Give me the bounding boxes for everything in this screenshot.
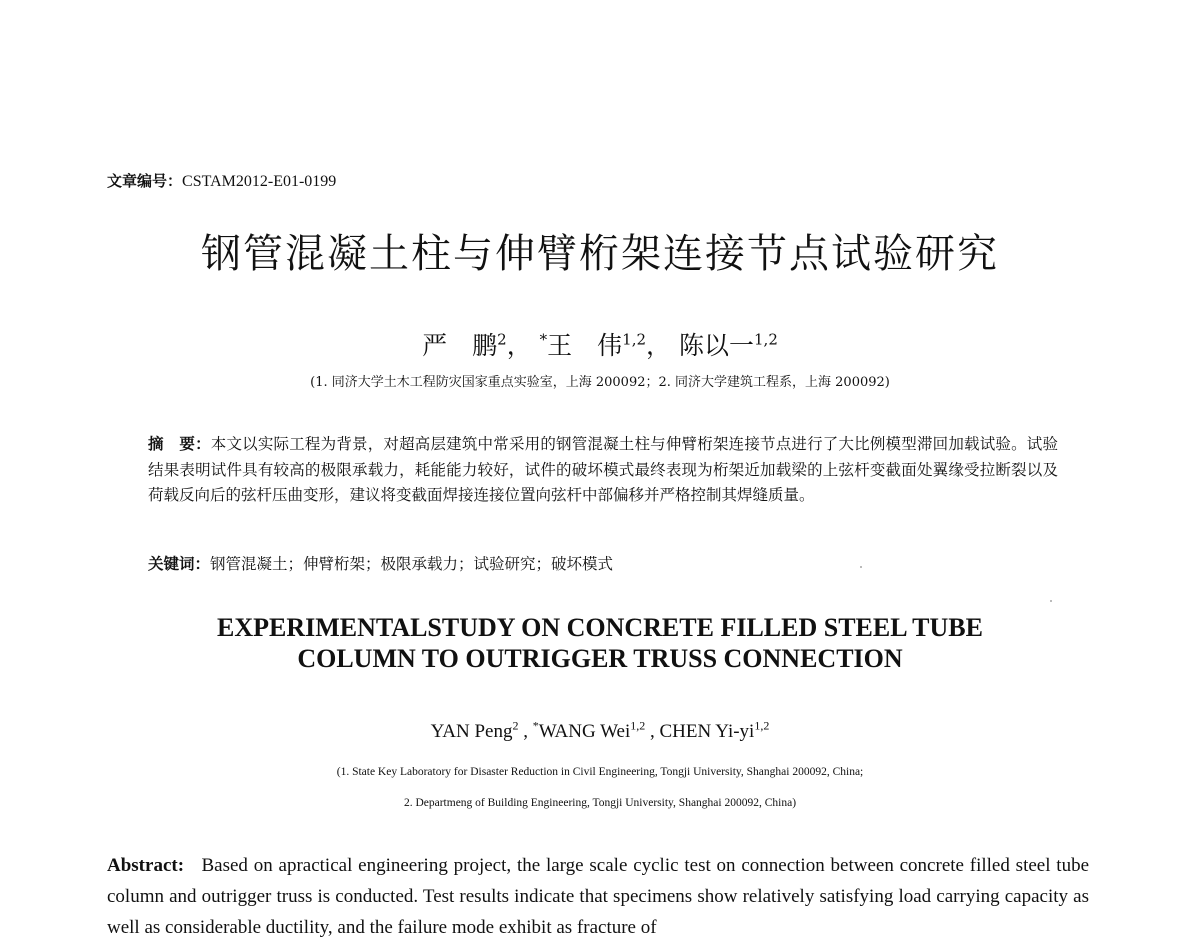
english-abstract (107, 850, 1089, 943)
english-title-line-2: COLUMN TO OUTRIGGER TRUSS CONNECTION (297, 644, 903, 673)
english-affiliation-2: 2. Departmeng of Building Engineering, Tongji University, Shanghai 200092, China) (403, 797, 797, 809)
english-title (0, 612, 1200, 674)
article-number-label: 文章编号： (107, 172, 183, 190)
chinese-abstract-label: 摘 要： (148, 435, 211, 453)
scan-speck (1050, 600, 1052, 602)
chinese-authors (0, 326, 1200, 362)
en-author-2: *WANG Wei$^{1,2}$ , (532, 719, 660, 743)
en-author-3: CHEN Yi-yi$^{1,2}$ (659, 719, 770, 743)
english-affiliation-1: (1. State Key Laboratory for Disaster Reduction in Civil Engineering, Tongji University, Shanghai 200092, China; (336, 766, 864, 778)
chinese-abstract-text: 本文以实际工程为背景，对超高层建筑中常采用的钢管混凝土柱与伸臂桁架连接节点进行了大比例模型滞回加载试验。试验结果表明试件具有较高的极限承载力，耗能能力较好，试件的破坏模式最终表现为桁架近加载梁的上弦杆变截面处翼缘受拉断裂以及荷载反向后的弦杆压曲变形，建议将变截面焊接连接位置向弦杆中部偏移并严格控制其焊缝质量。 (148, 435, 1058, 504)
cn-author-1: 严 鹏$^2$， (422, 330, 532, 360)
article-number (107, 170, 336, 191)
en-author-1: YAN Peng$^2$ , (430, 719, 533, 743)
english-title-line-1: EXPERIMENTALSTUDY ON CONCRETE FILLED STEEL TUBE (217, 613, 983, 642)
chinese-abstract (148, 432, 1058, 509)
cn-author-3: 陈以一$^{1,2}$ (679, 330, 778, 360)
chinese-title: 钢管混凝土柱与伸臂桁架连接节点试验研究 (201, 231, 999, 277)
english-authors (0, 719, 1200, 743)
cn-author-2: *王 伟$^{1,2}$， (539, 330, 672, 360)
chinese-affiliation: (1. 同济大学土木工程防灾国家重点实验室，上海 200092；2. 同济大学建筑工程系，上海 200092) (310, 375, 890, 390)
chinese-keywords-text: 钢管混凝土；伸臂桁架；极限承载力；试验研究；破坏模式 (210, 555, 614, 573)
chinese-keywords (148, 552, 1058, 574)
article-number-value: CSTAM2012-E01-0199 (182, 173, 337, 190)
scan-speck (860, 566, 862, 568)
english-abstract-label: Abstract: (107, 855, 185, 876)
english-abstract-text: Based on apractical engineering project, the large scale cyclic test on connection between concrete filled steel tube column and outrigger truss is conducted. Test results indicate that specimens show relatively satisfying load carrying capacity as well as considerable ductility, and the failure mode exhibit as fracture of (107, 855, 1090, 938)
chinese-keywords-label: 关键词： (148, 555, 211, 573)
